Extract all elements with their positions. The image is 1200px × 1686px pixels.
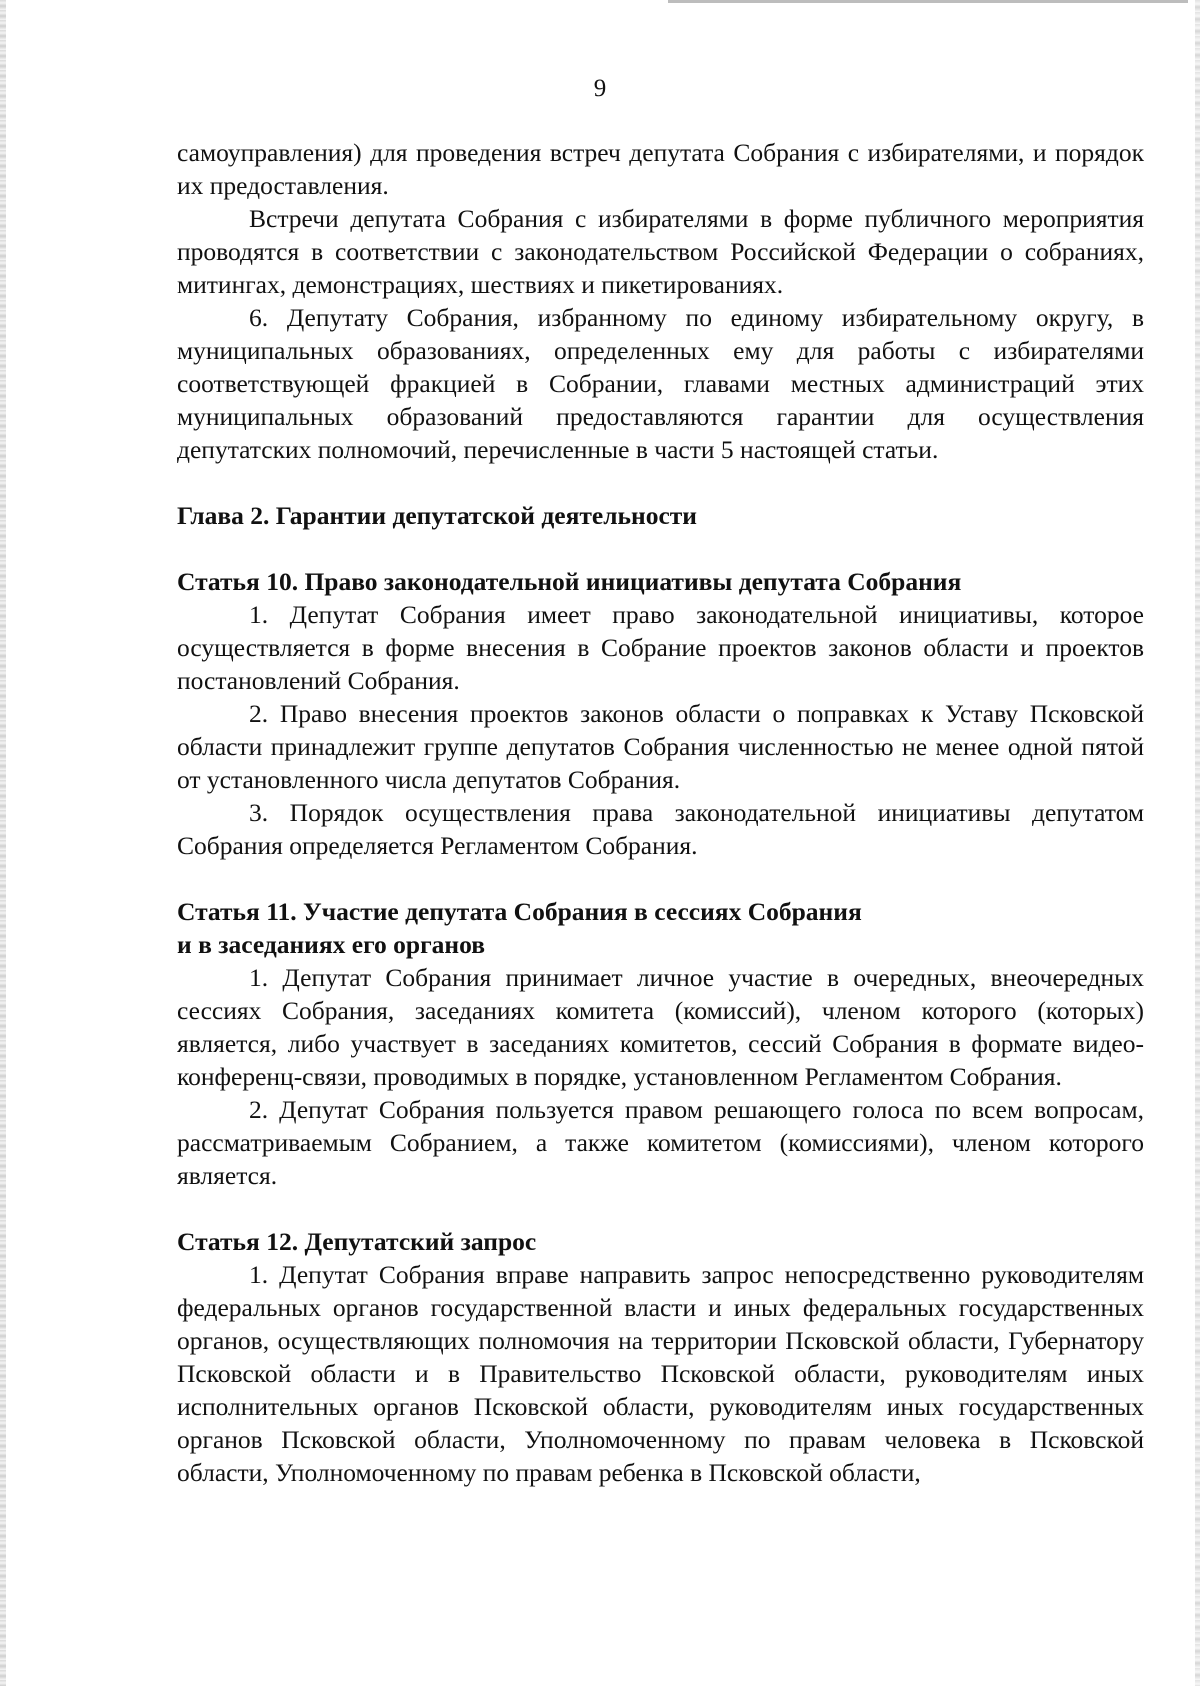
chapter-title: Глава 2. Гарантии депутатской деятельности	[177, 501, 697, 530]
paragraph: 6. Депутату Собрания, избранному по единому избирательному округу, в муниципальных образованиях, определенных ему для работы с избирателями соответствующей фракцией в Собрании, главами местных администраций этих муниципальных образований предоставляются гарантии для осуществления депутатских полномочий, перечисленные в части 5 настоящей статьи.	[177, 303, 1144, 464]
article-title-line1: Статья 11. Участие депутата Собрания в сессиях Собрания	[177, 897, 862, 926]
paragraph: Встречи депутата Собрания с избирателями в форме публичного мероприятия проводятся в соответствии с законодательством Российской Федерации о собраниях, митингах, демонстрациях, шествиях и пикетированиях.	[177, 204, 1144, 299]
article-item: 2. Депутат Собрания пользуется правом решающего голоса по всем вопросам, рассматриваемым Собранием, а также комитетом (комиссиями), членом которого является.	[177, 1095, 1144, 1190]
scan-edge-right	[1195, 0, 1200, 1686]
article-item: 1. Депутат Собрания принимает личное участие в очередных, внеочередных сессиях Собрания, заседаниях комитета (комиссий), членом которого (которых) является, либо участвует в заседаниях комитетов, сессий Собрания в формате видео-конференц-связи, проводимых в порядке, установленном Регламентом Собрания.	[177, 963, 1144, 1091]
paragraph: самоуправления) для проведения встреч депутата Собрания с избирателями, и порядок их предоставления.	[177, 138, 1144, 200]
article-title: Статья 10. Право законодательной инициативы депутата Собрания	[177, 567, 962, 596]
scan-edge-left	[0, 0, 6, 1686]
article-item: 1. Депутат Собрания имеет право законодательной инициативы, которое осуществляется в форме внесения в Собрание проектов законов области и проектов постановлений Собрания.	[177, 600, 1144, 695]
article-item: 1. Депутат Собрания вправе направить запрос непосредственно руководителям федеральных органов государственной власти и иных федеральных государственных органов, осуществляющих полномочия на территории Псковской области, Губернатору Псковской области и в Правительство Псковской области, руководителям иных исполнительных органов Псковской области, руководителям иных государственных органов Псковской области, Уполномоченному по правам человека в Псковской области, Уполномоченному по правам ребенка в Псковской области,	[177, 1260, 1144, 1487]
article-item: 2. Право внесения проектов законов области о поправках к Уставу Псковской области принадлежит группе депутатов Собрания численностью не менее одной пятой от установленного числа депутатов Собрания.	[177, 699, 1144, 794]
article-title-line2: и в заседаниях его органов	[177, 930, 486, 959]
document-body	[177, 136, 1144, 1489]
article-item: 3. Порядок осуществления права законодательной инициативы депутатом Собрания определяется Регламентом Собрания.	[177, 798, 1144, 860]
scan-top-mark	[668, 0, 1188, 3]
article-title: Статья 12. Депутатский запрос	[177, 1227, 537, 1256]
page-number: 9	[593, 75, 607, 102]
